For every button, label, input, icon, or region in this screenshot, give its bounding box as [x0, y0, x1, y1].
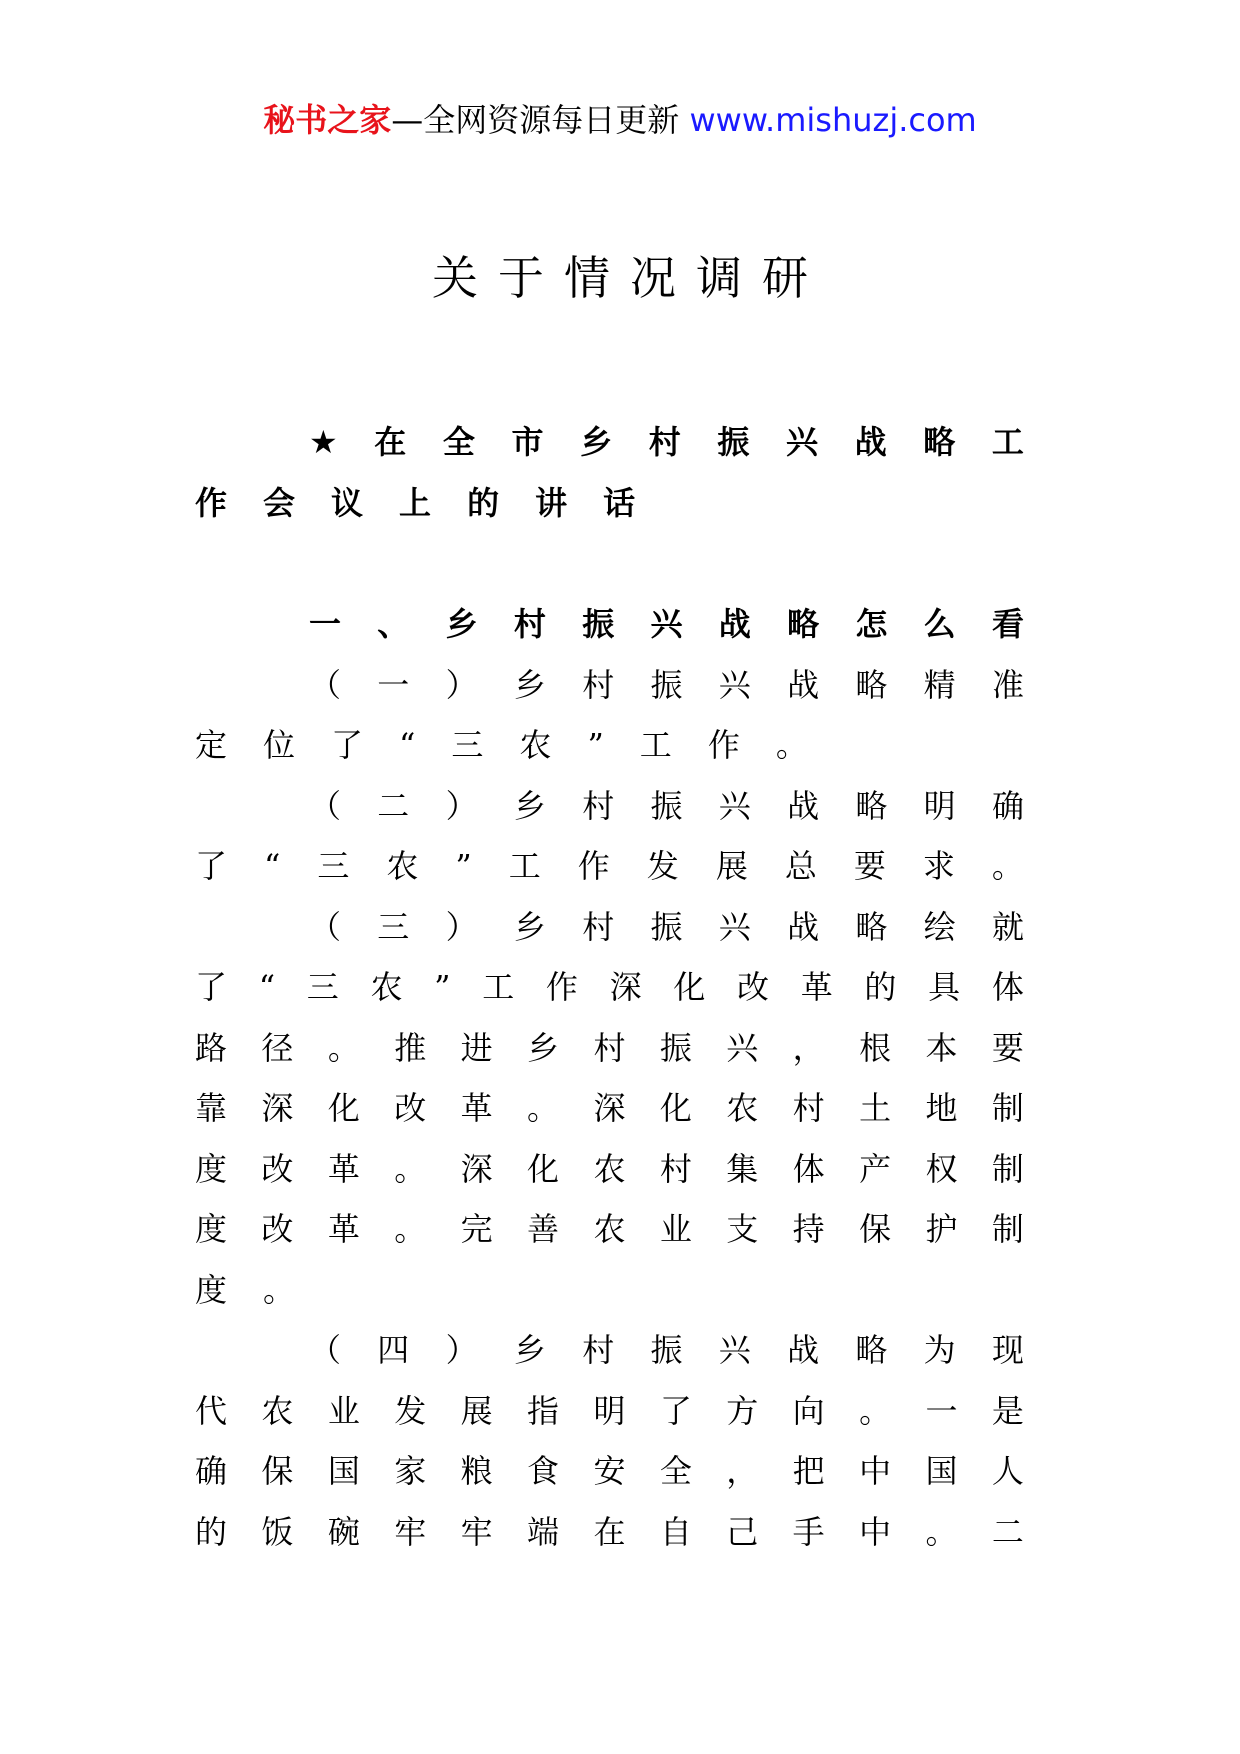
- paragraph-line: 代 农 业 发 展 指 明 了 方 向 。 一 是: [195, 1391, 1024, 1430]
- paragraph-line: （ 四 ） 乡 村 振 兴 战 略 为 现: [309, 1331, 1024, 1369]
- paragraph-line: （ 三 ） 乡 村 振 兴 战 略 绘 就: [309, 907, 1024, 946]
- speech-title-line-2: 作 会 议 上 的 讲 话: [195, 483, 636, 522]
- paragraph-line: 了 “ 三 农 ” 工 作 发 展 总 要 求 。: [195, 847, 1024, 885]
- paragraph-line: 度 改 革 。 深 化 农 村 集 体 产 权 制: [195, 1149, 1024, 1188]
- paragraph-line: 确 保 国 家 粮 食 安 全 ， 把 中 国 人: [195, 1452, 1024, 1490]
- paragraph-line: 度 。: [195, 1270, 296, 1309]
- paragraph-line: （ 一 ） 乡 村 振 兴 战 略 精 准: [309, 665, 1024, 704]
- paragraph-line: 靠 深 化 改 革 。 深 化 农 村 土 地 制: [195, 1089, 1024, 1127]
- paragraph-line: 了 “ 三 农 ” 工 作 深 化 改 革 的 具 体: [195, 968, 1024, 1006]
- paragraph-line: 的 饭 碗 牢 牢 端 在 自 己 手 中 。 二: [195, 1512, 1024, 1551]
- paragraph-line: 度 改 革 。 完 善 农 业 支 持 保 护 制: [195, 1210, 1024, 1248]
- speech-title: [195, 412, 1024, 533]
- site-header: [0, 100, 1240, 140]
- paragraph-line: （ 二 ） 乡 村 振 兴 战 略 明 确: [309, 786, 1024, 825]
- section-heading: 一 、 乡 村 振 兴 战 略 怎 么 看: [309, 605, 1024, 643]
- brand-name: 秘书之家: [263, 101, 392, 139]
- speech-title-line-1: ★ 在 全 市 乡 村 振 兴 战 略 工: [309, 423, 1024, 461]
- document-title: 关于情况调研: [432, 251, 828, 305]
- site-url-link[interactable]: www.mishuzj.com: [689, 101, 977, 139]
- paragraph-line: 路 径 。 推 进 乡 村 振 兴 ， 根 本 要: [195, 1028, 1024, 1067]
- document-body: [195, 594, 1024, 1562]
- header-tagline: —全网资源每日更新: [391, 101, 680, 139]
- paragraph-line: 定 位 了 “ 三 农 ” 工 作 。: [195, 726, 808, 764]
